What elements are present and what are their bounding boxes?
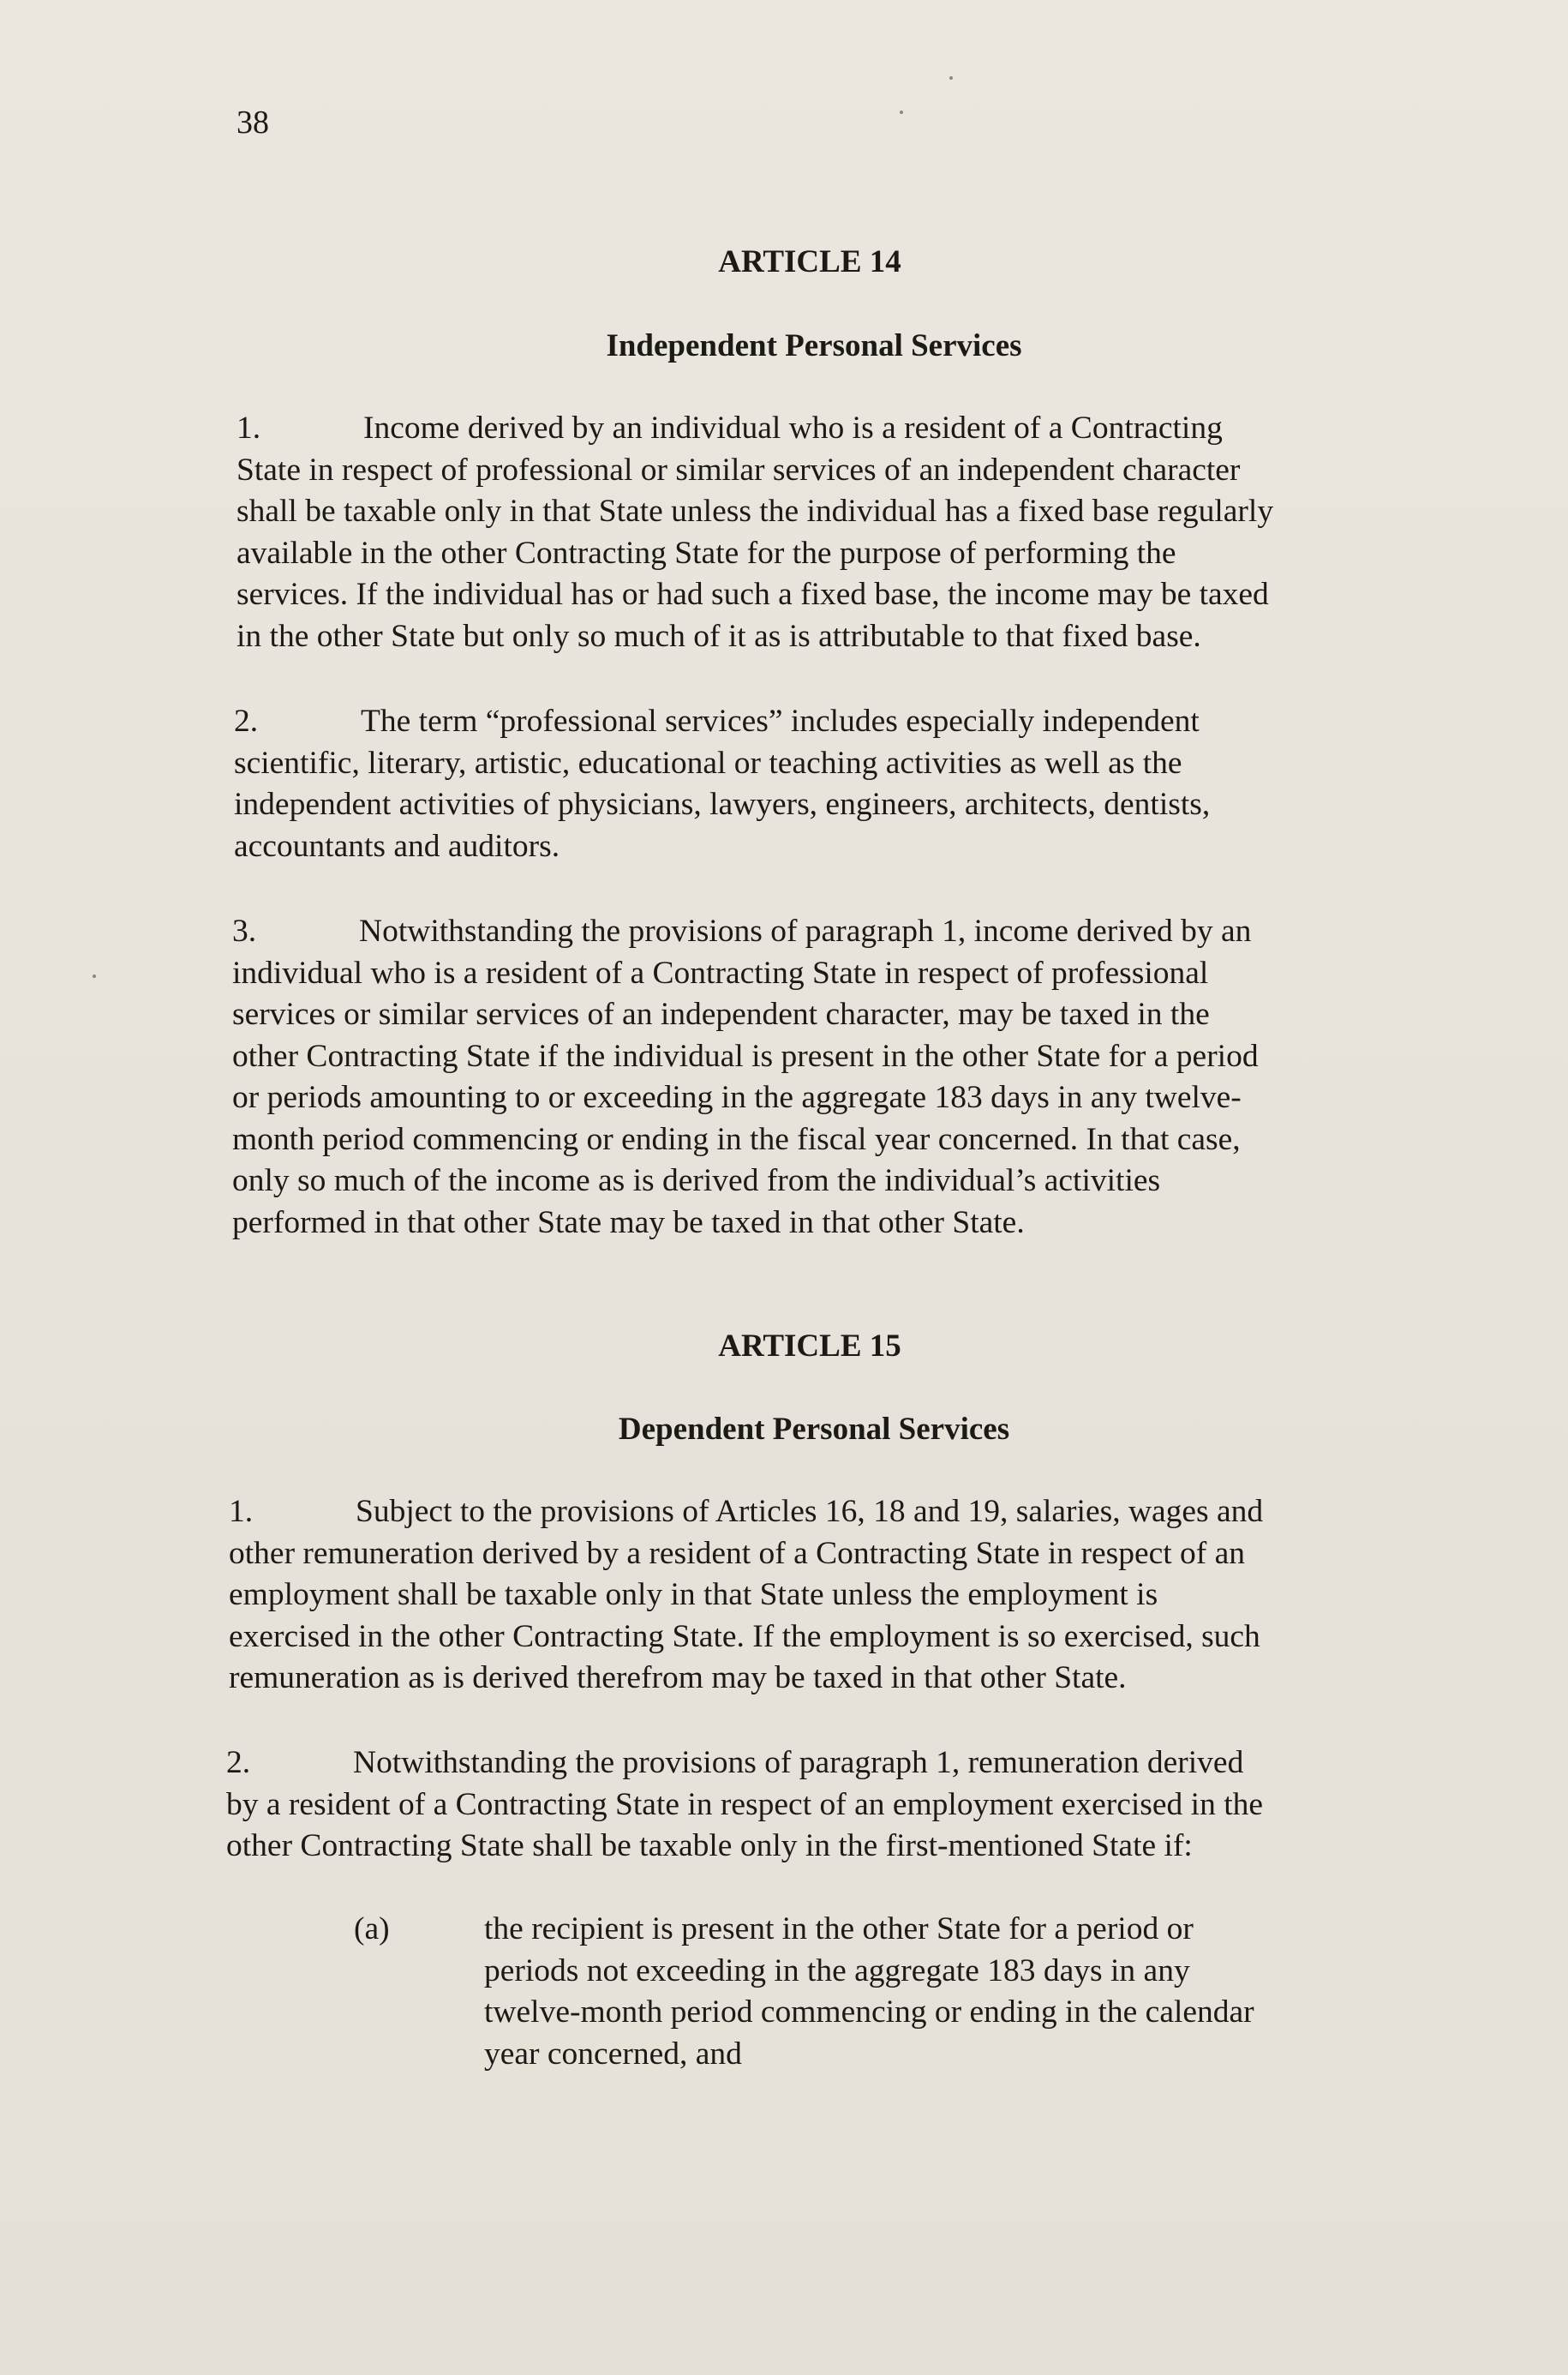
article-14-title: Independent Personal Services (606, 328, 1022, 363)
paragraph-line: services or similar services of an independent character, may be taxed in the (232, 997, 1210, 1032)
paragraph-number: 3. (232, 914, 257, 949)
paragraph-line: individual who is a resident of a Contracting State in respect of professional (232, 955, 1209, 991)
subitem-line: twelve-month period commencing or ending in the calendar (484, 1994, 1254, 2030)
subitem-label: (a) (354, 1911, 390, 1946)
article-14-paragraph-3 (232, 911, 1259, 1244)
scan-speck (93, 975, 96, 978)
paragraph-line: Notwithstanding the provisions of paragraph 1, income derived by an (359, 914, 1252, 949)
paragraph-line: scientific, literary, artistic, educational or teaching activities as well as the (234, 745, 1182, 781)
paragraph-line: services. If the individual has or had such a fixed base, the income may be taxed (236, 577, 1269, 612)
paragraph-line: other remuneration derived by a resident of a Contracting State in respect of an (229, 1535, 1246, 1571)
paragraph-line: exercised in the other Contracting State. If the employment is so exercised, such (229, 1618, 1260, 1654)
paragraph-line: Subject to the provisions of Articles 16, 18 and 19, salaries, wages and (356, 1494, 1264, 1529)
paragraph-line: other Contracting State if the individual is present in the other State for a period (232, 1038, 1259, 1074)
subitem-line: year concerned, and (484, 2036, 742, 2072)
paragraph-line: employment shall be taxable only in that State unless the employment is (229, 1577, 1158, 1612)
subitem-line: the recipient is present in the other State for a period or (484, 1911, 1194, 1946)
paragraph-line: month period commencing or ending in the fiscal year concerned. In that case, (232, 1121, 1241, 1157)
paragraph-line: Income derived by an individual who is a resident of a Contracting (363, 411, 1223, 446)
article-15-heading: ARTICLE 15 (718, 1328, 901, 1364)
paragraph-line: by a resident of a Contracting State in respect of an employment exercised in the (226, 1786, 1264, 1822)
paragraph-line: other Contracting State shall be taxable only in the first-mentioned State if: (226, 1828, 1193, 1863)
paragraph-line: available in the other Contracting State for the purpose of performing the (236, 535, 1176, 571)
article-14-heading: ARTICLE 14 (718, 244, 901, 279)
paragraph-number: 2. (226, 1745, 251, 1780)
subitem-line: periods not exceeding in the aggregate 183 days in any (484, 1952, 1190, 1988)
article-15-paragraph-2 (226, 1742, 1263, 1868)
paragraph-number: 1. (236, 411, 261, 446)
scan-speck (900, 111, 903, 114)
paragraph-line: performed in that other State may be taxed in that other State. (232, 1204, 1025, 1240)
paragraph-line: State in respect of professional or similar services of an independent character (236, 452, 1241, 488)
page-number: 38 (236, 105, 269, 141)
paragraph-line: in the other State but only so much of it as is attributable to that fixed base. (236, 618, 1201, 654)
article-14-paragraph-1 (236, 408, 1273, 657)
paragraph-number: 2. (234, 704, 259, 739)
paragraph-line: remuneration as is derived therefrom may be taxed in that other State. (229, 1660, 1127, 1695)
paragraph-line: The term “professional services” includes especially independent (361, 704, 1200, 739)
paragraph-line: Notwithstanding the provisions of paragraph 1, remuneration derived (353, 1745, 1244, 1780)
paragraph-line: independent activities of physicians, lawyers, engineers, architects, dentists, (234, 787, 1211, 822)
paragraph-line: or periods amounting to or exceeding in the aggregate 183 days in any twelve- (232, 1080, 1242, 1115)
scan-speck (949, 76, 953, 80)
article-15-title: Dependent Personal Services (618, 1412, 1010, 1447)
paragraph-number: 1. (229, 1494, 254, 1529)
paragraph-line: accountants and auditors. (234, 828, 560, 864)
article-14-paragraph-2 (234, 701, 1210, 867)
paragraph-line: shall be taxable only in that State unless the individual has a fixed base regularly (236, 494, 1274, 529)
paragraph-line: only so much of the income as is derived from the individual’s activities (232, 1163, 1161, 1198)
article-15-paragraph-1 (229, 1491, 1263, 1700)
